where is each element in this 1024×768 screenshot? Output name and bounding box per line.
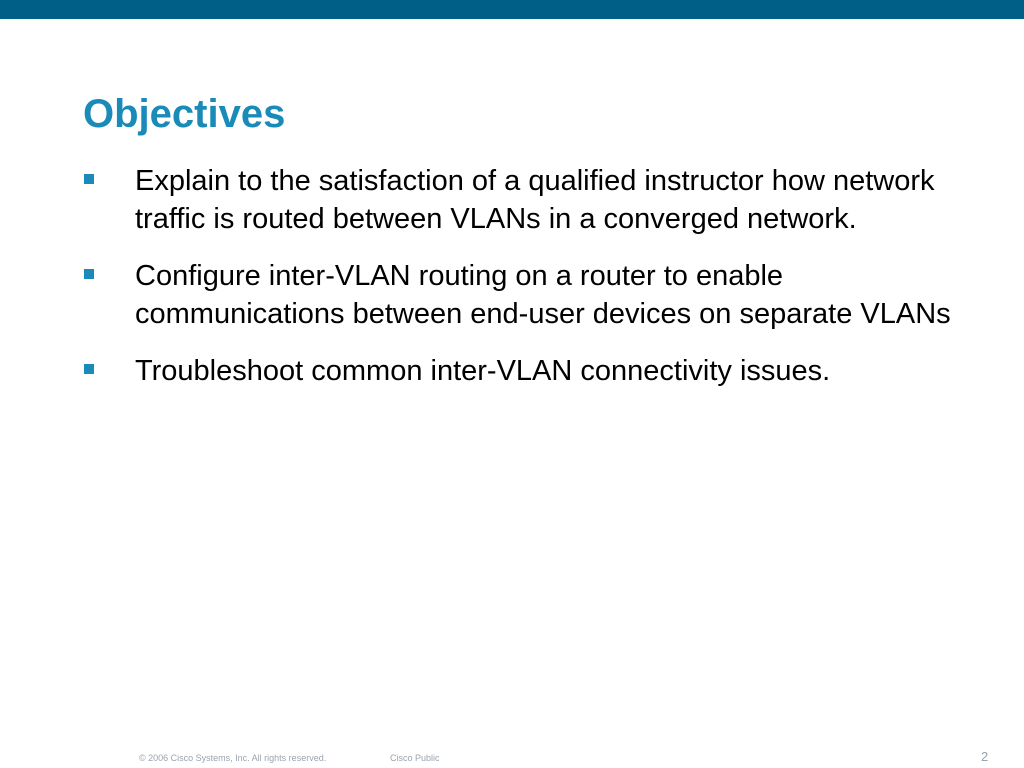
bullet-text: Troubleshoot common inter-VLAN connectivity issues. xyxy=(135,355,831,387)
list-item xyxy=(84,257,984,333)
square-bullet-icon xyxy=(84,174,94,184)
square-bullet-icon xyxy=(84,269,94,279)
bullet-text: Explain to the satisfaction of a qualified instructor how network traffic is routed between VLANs in a converged network. xyxy=(135,165,935,235)
top-header-bar xyxy=(0,0,1024,19)
list-item xyxy=(84,162,984,238)
footer-classification: Cisco Public xyxy=(390,753,440,763)
square-bullet-icon xyxy=(84,364,94,374)
footer-copyright: © 2006 Cisco Systems, Inc. All rights reserved. xyxy=(139,753,327,763)
list-item xyxy=(84,352,984,390)
objectives-list xyxy=(84,162,984,409)
page-number: 2 xyxy=(981,749,989,764)
bullet-text: Configure inter-VLAN routing on a router to enable communications between end-user devices on separate VLANs xyxy=(135,260,951,330)
slide-title: Objectives xyxy=(83,92,286,136)
